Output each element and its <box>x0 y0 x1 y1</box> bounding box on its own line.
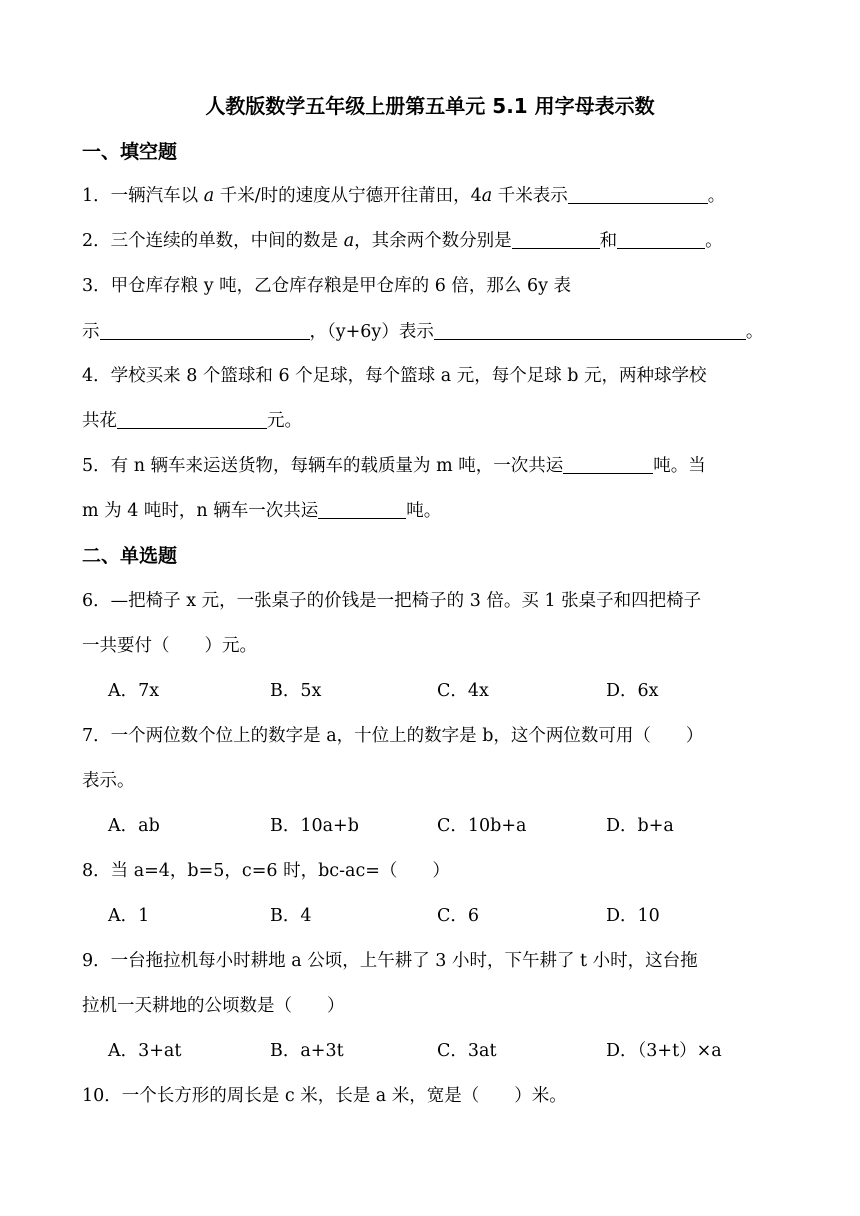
question-text: 一个长方形的周长是 c 米，长是 a 米，宽是（ ）米。 <box>121 1086 567 1106</box>
answer-blank[interactable] <box>617 228 705 249</box>
option-b[interactable]: B．4 <box>270 906 312 926</box>
answer-blank[interactable] <box>100 319 310 340</box>
question-number: 8． <box>82 861 111 881</box>
question-6-line-2: 一共要付（ ）元。 <box>82 636 257 656</box>
option-a[interactable]: A．3+at <box>108 1041 182 1061</box>
question-text: 元。 <box>267 411 302 431</box>
answer-blank[interactable] <box>117 408 267 429</box>
question-text: 一辆汽车以 <box>110 186 204 206</box>
question-number: 4． <box>82 366 111 386</box>
question-2 <box>82 227 723 255</box>
option-d[interactable]: D．10 <box>606 906 660 926</box>
question-text: m 为 4 吨时，n 辆车一次共运 <box>82 501 319 521</box>
question-text: 有 n 辆车来运送货物，每辆车的载质量为 m 吨，一次共运 <box>110 456 564 476</box>
question-text: 吨。当 <box>653 456 706 476</box>
question-text: 共花 <box>82 411 117 431</box>
question-text: 千米/时的速度从宁德开往莆田，4 <box>214 186 482 206</box>
question-text: 学校买来 8 个篮球和 6 个足球，每个篮球 a 元，每个足球 b 元，两种球学校 <box>110 366 707 386</box>
question-text: 一台拖拉机每小时耕地 a 公顷，上午耕了 3 小时，下午耕了 t 小时，这台拖 <box>110 951 698 971</box>
option-c[interactable]: C．4x <box>437 681 489 701</box>
question-text: 吨。 <box>406 501 442 521</box>
answer-blank[interactable] <box>512 228 600 249</box>
question-1 <box>82 182 725 210</box>
question-9-line-1 <box>82 947 698 975</box>
option-b[interactable]: B．5x <box>270 681 322 701</box>
option-d[interactable]: D．（3+t）×a <box>606 1041 722 1061</box>
question-5-line-2 <box>82 497 441 525</box>
question-text: 千米表示 <box>492 186 568 206</box>
question-number: 2． <box>82 231 111 251</box>
option-b[interactable]: B．10a+b <box>270 816 359 836</box>
section-heading-fill-in: 一、填空题 <box>82 141 178 163</box>
question-number: 1． <box>82 186 111 206</box>
option-c[interactable]: C．3at <box>437 1041 497 1061</box>
question-text: 三个连续的单数，中间的数是 <box>110 231 344 251</box>
question-3-line-1 <box>82 272 571 300</box>
question-number: 10． <box>82 1086 122 1106</box>
answer-blank[interactable] <box>568 183 708 204</box>
question-8 <box>82 857 450 885</box>
question-number: 6． <box>82 591 111 611</box>
question-6-line-1 <box>82 587 701 615</box>
question-3-line-2 <box>82 318 763 346</box>
question-text: ，其余两个数分别是 <box>354 231 512 251</box>
question-text: 一个两位数个位上的数字是 a，十位上的数字是 b，这个两位数可用（ ） <box>110 726 704 746</box>
question-7-line-1 <box>82 722 703 750</box>
question-text: —把椅子 x 元，一张桌子的价钱是一把椅子的 3 倍。买 1 张桌子和四把椅子 <box>110 591 702 611</box>
answer-blank[interactable] <box>318 498 406 519</box>
question-5-line-1 <box>82 452 706 480</box>
question-number: 9． <box>82 951 111 971</box>
question-number: 3． <box>82 276 111 296</box>
question-text: 。 <box>707 186 726 206</box>
option-d[interactable]: D．6x <box>606 681 659 701</box>
question-10 <box>82 1082 567 1110</box>
question-text: ，（y+6y）表示 <box>309 322 434 342</box>
variable: a <box>203 186 215 206</box>
option-d[interactable]: D．b+a <box>606 816 674 836</box>
question-9-line-2: 拉机一天耕地的公顷数是（ ） <box>82 996 345 1016</box>
answer-blank[interactable] <box>434 319 746 340</box>
question-text: 示 <box>82 322 100 342</box>
question-4-line-1 <box>82 362 707 390</box>
question-text: 和 <box>599 231 618 251</box>
variable: a <box>481 186 493 206</box>
question-4-line-2 <box>82 407 302 435</box>
question-number: 5． <box>82 456 111 476</box>
variable: a <box>343 231 355 251</box>
option-c[interactable]: C．10b+a <box>437 816 527 836</box>
option-b[interactable]: B．a+3t <box>270 1041 344 1061</box>
answer-blank[interactable] <box>563 453 653 474</box>
section-heading-single-choice: 二、单选题 <box>82 545 178 567</box>
option-a[interactable]: A．7x <box>108 681 160 701</box>
question-text: 。 <box>745 322 764 342</box>
question-text: 。 <box>705 231 723 251</box>
question-text: 当 a=4，b=5，c=6 时，bc-ac=（ ） <box>110 861 450 881</box>
question-number: 7． <box>82 726 111 746</box>
question-text: 甲仓库存粮 y 吨，乙仓库存粮是甲仓库的 6 倍，那么 6y 表 <box>110 276 572 296</box>
option-a[interactable]: A．1 <box>108 906 150 926</box>
question-7-line-2: 表示。 <box>82 771 135 791</box>
option-c[interactable]: C．6 <box>437 906 480 926</box>
option-a[interactable]: A．ab <box>108 816 160 836</box>
page-title: 人教版数学五年级上册第五单元 5.1 用字母表示数 <box>205 94 655 118</box>
